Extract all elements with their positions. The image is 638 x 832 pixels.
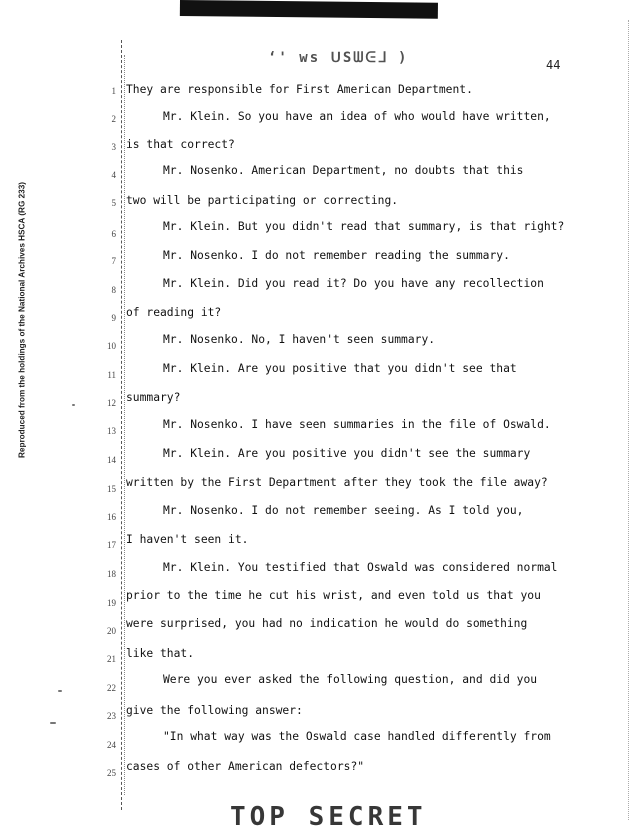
line-number: 20 [107, 626, 116, 636]
line-number: 7 [111, 256, 116, 266]
line-number: 23 [107, 711, 116, 721]
line-number: 12 [107, 398, 116, 408]
transcript-line: I haven't seen it. [126, 533, 249, 546]
archive-margin-text: Reproduced from the holdings of the National Archives HSCA (RG 233) [17, 182, 27, 458]
line-number: 11 [107, 370, 116, 380]
transcript-line: Mr. Klein. Did you read it? Do you have any recollection [163, 277, 544, 290]
transcript-line: Mr. Nosenko. I do not remember seeing. As I told you, [163, 504, 524, 517]
redaction-bar [180, 0, 438, 19]
left-margin-rule-inner [124, 55, 125, 795]
transcript-line: of reading it? [126, 306, 222, 319]
transcript-line: Mr. Klein. Are you positive that you didn't see that [163, 362, 517, 375]
transcript-line: Mr. Nosenko. I do not remember reading the summary. [163, 249, 510, 262]
transcript-line: written by the First Department after they took the file away? [126, 476, 548, 489]
transcript-line: two will be participating or correcting. [126, 194, 399, 207]
line-number: 21 [107, 654, 116, 664]
transcript-line: Mr. Nosenko. American Department, no doubts that this [163, 164, 524, 177]
scan-speck [50, 722, 56, 724]
transcript-line: is that correct? [126, 138, 235, 151]
transcript-line: Mr. Klein. So you have an idea of who would have written, [163, 110, 551, 123]
scan-speck [58, 690, 62, 692]
transcript-line: cases of other American defectors?" [126, 760, 365, 773]
transcript-line: Mr. Klein. Are you positive you didn't see the summary [163, 447, 531, 460]
right-page-edge [628, 20, 629, 820]
line-number: 6 [111, 229, 116, 239]
header-stamp: ʻ' ws ᑌSᗯᕮ⅃ ) [268, 50, 409, 66]
classification-stamp: TOP SECRET [230, 802, 427, 832]
line-number: 18 [107, 569, 116, 579]
transcript-line: Mr. Klein. But you didn't read that summary, is that right? [163, 220, 565, 233]
line-number: 17 [107, 540, 116, 550]
transcript-line: Mr. Klein. You testified that Oswald was considered normal [163, 561, 558, 574]
left-margin-rule [121, 40, 122, 810]
line-number: 8 [111, 285, 116, 295]
line-number: 2 [111, 114, 116, 124]
transcript-line: They are responsible for First American Department. [126, 83, 473, 96]
line-number: 14 [107, 455, 116, 465]
transcript-line: Mr. Nosenko. I have seen summaries in the file of Oswald. [163, 418, 551, 431]
transcript-line: Were you ever asked the following question, and did you [163, 673, 538, 686]
transcript-line: summary? [126, 391, 181, 404]
line-number: 22 [107, 683, 116, 693]
line-number: 15 [107, 484, 116, 494]
line-number: 4 [111, 170, 116, 180]
transcript-line: Mr. Nosenko. No, I haven't seen summary. [163, 333, 436, 346]
line-number: 13 [107, 426, 116, 436]
line-number: 25 [107, 768, 116, 778]
scan-speck [72, 404, 75, 406]
line-number: 19 [107, 598, 116, 608]
line-number: 16 [107, 512, 116, 522]
line-number: 3 [111, 142, 116, 152]
page-number: 44 [546, 58, 561, 72]
line-number: 24 [107, 740, 116, 750]
transcript-line: "In what way was the Oswald case handled differently from [163, 730, 551, 743]
line-number: 5 [111, 198, 116, 208]
transcript-line: prior to the time he cut his wrist, and even told us that you [126, 589, 541, 602]
transcript-line: were surprised, you had no indication he would do something [126, 617, 528, 630]
line-number: 10 [107, 341, 116, 351]
line-number: 1 [111, 86, 116, 96]
line-number: 9 [111, 313, 116, 323]
transcript-line: like that. [126, 647, 195, 660]
transcript-line: give the following answer: [126, 704, 303, 717]
